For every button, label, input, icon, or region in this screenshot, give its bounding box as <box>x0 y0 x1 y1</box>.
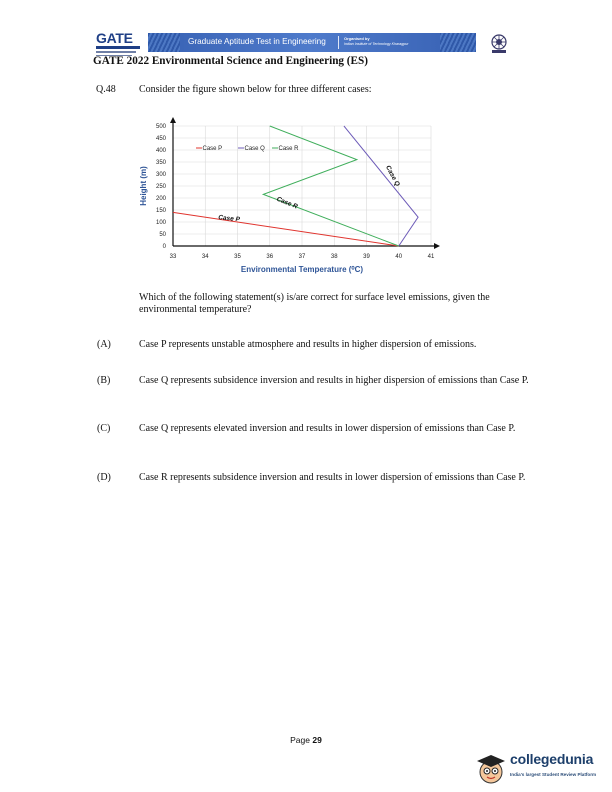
x-tick-label: 34 <box>201 254 209 260</box>
page-prefix: Page <box>290 735 310 745</box>
option-a-label: (A) <box>97 339 111 350</box>
x-tick-label: 39 <box>363 254 370 260</box>
y-tick-label: 50 <box>159 232 166 238</box>
temperature-height-chart <box>138 116 448 278</box>
page-number <box>0 735 612 745</box>
banner-title: Graduate Aptitude Test in Engineering <box>188 37 326 46</box>
y-tick-label: 150 <box>155 208 166 214</box>
series-line-case-p <box>173 212 399 246</box>
y-tick-label: 200 <box>155 196 166 202</box>
y-tick-label: 450 <box>155 136 166 142</box>
y-tick-label: 500 <box>155 124 166 130</box>
x-tick-label: 35 <box>234 254 241 260</box>
option-d-label: (D) <box>97 472 111 483</box>
case-q-label: Case Q <box>384 164 401 188</box>
x-axis-arrow <box>434 243 440 249</box>
y-axis-label: Height (m) <box>139 166 148 206</box>
legend-entry: Case R <box>278 146 299 152</box>
question-intro: Consider the figure shown below for three different cases: <box>139 84 372 95</box>
x-tick-label: 33 <box>169 254 177 260</box>
iit-kharagpur-emblem-icon <box>489 33 509 55</box>
graduate-mascot-icon <box>474 752 508 786</box>
x-tick-label: 38 <box>330 254 338 260</box>
y-tick-label: 400 <box>155 148 166 154</box>
x-tick-label: 41 <box>427 254 435 260</box>
y-tick-label: 300 <box>155 172 166 178</box>
collegedunia-logo <box>474 748 612 788</box>
brand-tagline: India's largest Student Review Platform <box>510 772 597 777</box>
x-axis-label: Environmental Temperature (⁰C) <box>240 265 364 274</box>
y-tick-label: 0 <box>162 244 166 250</box>
organiser-name: Indian Institute of Technology Kharagpur <box>344 42 409 46</box>
question-number: Q.48 <box>96 84 116 95</box>
case-r-label: Case R <box>275 195 299 211</box>
y-axis-arrow <box>170 117 176 123</box>
question-prompt: Which of the following statement(s) is/are correct for surface level emissions, given the environmental temperature? <box>139 292 490 315</box>
option-c-label: (C) <box>97 423 111 434</box>
option-b-label: (B) <box>97 375 111 386</box>
y-tick-label: 100 <box>155 220 166 226</box>
case-p-label: Case P <box>217 214 241 224</box>
organised-by-label: Organised by <box>344 36 370 41</box>
page-number-value: 29 <box>312 735 322 745</box>
option-d-text: Case R represents subsidence inversion and results in lower dispersion of emissions than Case P. <box>139 472 526 483</box>
option-b-text: Case Q represents subsidence inversion and results in higher dispersion of emissions than Case P. <box>139 375 529 386</box>
exam-title: GATE 2022 Environmental Science and Engineering (ES) <box>93 55 368 67</box>
y-tick-label: 350 <box>155 160 166 166</box>
option-c-text: Case Q represents elevated inversion and results in lower dispersion of emissions than Case P. <box>139 423 516 434</box>
legend-entry: Case P <box>202 146 223 152</box>
y-tick-label: 250 <box>155 184 166 190</box>
header-banner <box>148 33 476 52</box>
x-tick-label: 37 <box>298 254 306 260</box>
gate-logo <box>96 30 144 58</box>
gate-logo-text: GATE <box>96 30 133 46</box>
x-tick-label: 36 <box>266 254 274 260</box>
brand-name: collegedunia <box>510 751 594 767</box>
legend-entry: Case Q <box>244 146 265 152</box>
option-a-text: Case P represents unstable atmosphere and results in higher dispersion of emissions. <box>139 339 477 350</box>
x-tick-label: 40 <box>395 254 403 260</box>
